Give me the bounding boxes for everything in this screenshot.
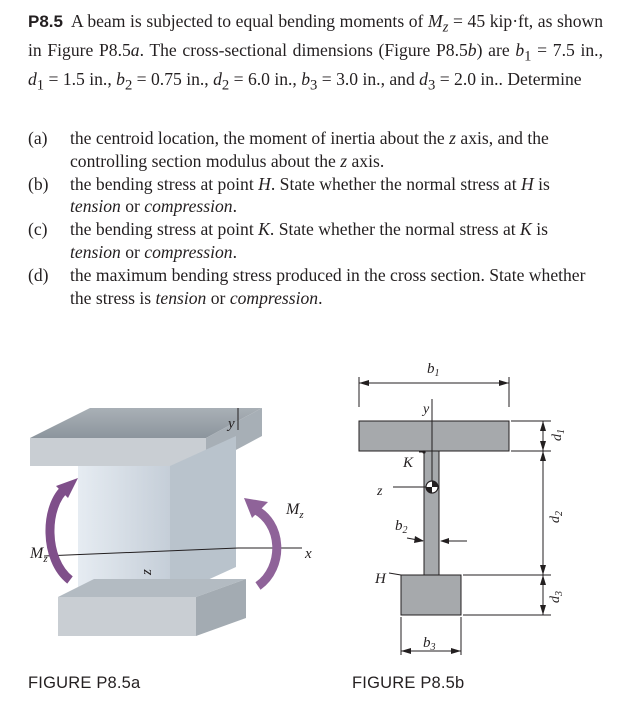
fig-a-y-label: y [228,416,235,432]
problem-statement [28,10,603,97]
part-a: (a) the centroid location, the moment of inertia about the z axis, and the controlling section modulus about the z axis. [28,128,549,171]
b1-label: $b_1$ [427,361,440,379]
fig-a-moment-right-label: $M_z$ [286,501,304,521]
b3-label: $b_3$ [423,635,436,653]
problem-paragraph: P8.5 A beam is subjected to equal bending moments of $M_z = 45$ kip·ft, as shown in Figure P8.5a. The cross-sectional dimensions (Figure P8.5b) are $b_1 = 7.5$ in., $d_1 = 1.5$ in., $b_2 = 0.75$ in., $d_2 = 6.0$ in., $b_3 = 3.0$ in., and $d_3 = 2.0$ in.. Determine [28,11,604,94]
fig-a-z-label: z [139,569,155,575]
dim-d2-value: 6.0 in. [247,69,293,90]
fig-a-x-label: x [305,546,312,562]
bottom-flange-front-face [58,597,196,636]
right-moment-arrow [252,508,277,586]
fig-b-z-label: z [377,484,383,499]
left-moment-arrow [50,488,70,580]
top-flange [359,421,509,451]
fig-a-moment-left-label: $M_z$ [30,545,48,565]
part-b: (b) the bending stress at point H. State whether the normal stress at H is tension or compression. [28,173,550,217]
b2-label: $b_2$ [395,518,408,536]
dim-d3-value: 2.0 in. [454,69,499,90]
web-front-face [78,466,170,597]
dim-b3-value: 3.0 in. [336,69,381,90]
point-K-dot [422,450,425,453]
problem-number: P8.5 [28,12,63,31]
figure-a-beam [0,390,340,690]
dim-d1-value: 1.5 in. [62,69,108,90]
bottom-flange [401,575,461,615]
part-d: (d) the maximum bending stress produced in the cross section. State whether the stress is tension or compression. [28,264,586,308]
d3-label: $d_3$ [548,591,565,603]
question-parts [28,127,603,309]
dim-b1-value: 7.5 in. [552,40,599,61]
d2-label: $d_2$ [548,511,565,523]
point-H-label: H [375,571,386,587]
point-K-label: K [403,455,414,471]
fig-b-y-label: y [423,402,430,417]
part-c: (c) the bending stress at point K. State whether the normal stress at K is tension or compression. [28,219,548,262]
dim-b2-value: 0.75 in. [151,69,205,90]
figure-a-caption: FIGURE P8.5a [28,674,141,692]
d1-label: $d_1$ [550,429,567,441]
figure-b-cross-section [345,355,615,675]
figure-b-caption: FIGURE P8.5b [352,674,465,692]
